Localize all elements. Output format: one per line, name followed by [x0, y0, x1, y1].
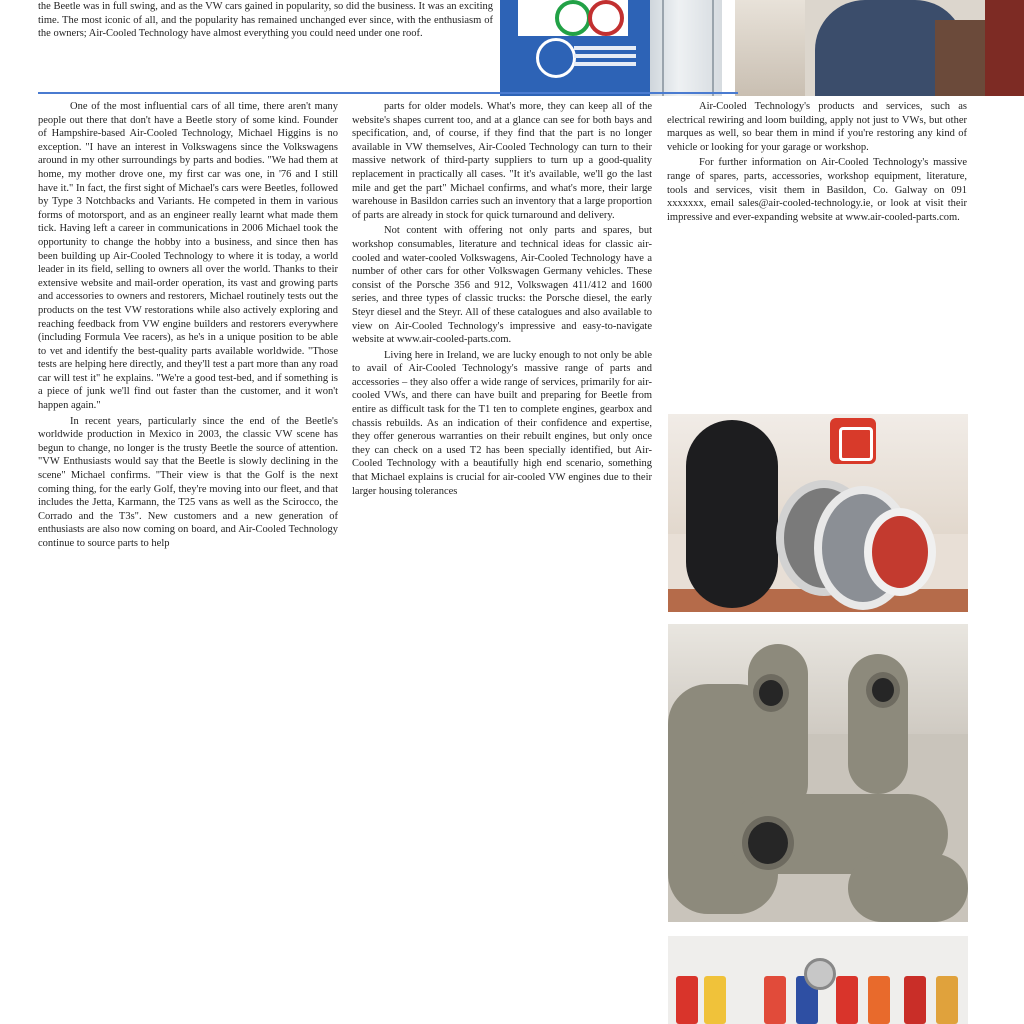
paragraph: Air-Cooled Technology's products and services, such as electrical rewiring and loom building, apply not just to VWs, but other marques as well, so bear them in mind if you're restoring any kind of vehicle or looking for your garage or workshop.: [667, 101, 967, 153]
article-column-2: [352, 100, 652, 1024]
paragraph: For further information on Air-Cooled Technology's massive range of spares, parts, accessories, workshop equipment, literature, tools and services, visit them in Basildon, Co. Galway on 091 xxxxxxx, email sales@air-cooled-technology.ie, or look at visit their impressive and ever-expanding website at www.air-cooled-parts.com.: [667, 157, 967, 223]
paragraph: One of the most influential cars of all time, there aren't many people out there that don't have a Beetle story of some kind. Founder of Hampshire-based Air-Cooled Technology, Michael Higgins is no exception. "I have an interest in Volkswagens since the Volkswagens around in my other surroundings by parts and bodies. "We had them at home, my mother drove one, my first car was one, in '76 and I still have it." In fact, the first sight of Michael's cars were Beetles, followed by Type 3 Notchbacks and Variants. He competed in them in various forms of motorsport, and as an engineer really learnt what made them tick. Having left a career in communications in 2006 Michael took the opportunity to change the hobby into a business, and since then has been building up Air-Cooled Technology to where it is today, a world leader in its field, selling to owners all over the world. Thanks to their extensive website and mail-order operation, its vast and growing parts and accessories to owners and restorers, Michael routinely tests out the products on the test VW restorations while also actively exploring and reaching feedback from VW engine builders and restorers everywhere (including Formula Vee racers), as he's in a unique position to be able to vet and identify the best-quality parts available worldwide. "Those tests are helping here directly, and they'll test a part more than any road car will test it" he explains. "We're a good test-bed, and if something is a piece of junk we'll find out faster than the customer, and it won't happen again.": [38, 101, 338, 412]
paragraph: Living here in Ireland, we are lucky enough to not only be able to avail of Air-Cooled Technology's massive range of parts and accessories – they also offer a wide range of services, primarily for air-cooled VWs, and there can have built and preparing for Beetle from entire as difficult task for the T1 ten to complete engines, gearbox and chassis rebuilds. As an indication of their confidence and expertise, they offer generous warranties on their rebuilt engines, but only once they can check on a used T2 has been specially identified, but Air-Cooled Technology with a beautifully high end scenario, something that Michael explains is crucial for air-cooled VW engines due to their larger housing tolerances: [352, 349, 652, 497]
article-column-1: [38, 100, 338, 1024]
paragraph: parts for older models. What's more, they can keep all of the website's shapes current too, and at a glance can see for both bays and specification, and, of course, if they find that the part is no longer available in VW themselves, Air-Cooled Technology can turn to their massive network of third-party suppliers to turn up a good-quality replacement in practically all cases. "It it's available, we'll go the last mile and get the part" Michael confirms, and what's more, their large warehouse in Basildon carries such an inventory that a large proportion of parts are already in stock for quick turnaround and delivery.: [352, 101, 652, 221]
exhaust-manifold-photo: [668, 624, 968, 922]
tyres-and-wheels-photo: [668, 414, 968, 612]
garage-sign-photo: [500, 0, 722, 96]
intro-paragraph: the Beetle was in full swing, and as the VW cars gained in popularity, so did the business. It was an exciting time. The most iconic of all, and the popularity has remained unchanged ever since, with the enthusiasm of the owners; Air-Cooled Technology have almost everything you could need under one roof.: [38, 1, 493, 39]
mechanic-photo: [735, 0, 1024, 96]
paragraph: In recent years, particularly since the end of the Beetle's worldwide production in Mexico in 2003, the classic VW scene has begun to change, no longer is the trusty Beetle the source of attention. "VW Enthusiasts would say that the Beetle is slowly declining in the scene" Michael confirms. "Their view is that the Golf is the next coming thing, for the early Golf, they're moving into our fleet, and that includes the Jetta, Karmann, the T25 vans as well as the Scirocco, the Corrado and the T3s". New customers and a new generation of enthusiasts are also now coming on board, and Air-Cooled Technology continue to source parts to help: [38, 415, 338, 549]
article-column-3: [667, 100, 967, 400]
paragraph: Not content with offering not only parts and spares, but workshop consumables, literature and technical ideas for classic air-cooled and water-cooled Volkswagens, Air-Cooled Technology have a number of other cars for other Volkswagen Germany vehicles. These consist of the Porsche 356 and 912, Volkswagen 411/412 and 1600 series, and three types of classic trucks: the Porsche diesel, the early Steyr diesel and the Steyr. All of these catalogues and also available to view on Air-Cooled Technology's impressive and easy-to-navigate website at www.air-cooled-parts.com.: [352, 225, 652, 346]
parts-shelf-photo: [668, 936, 968, 1024]
section-divider: [38, 92, 738, 94]
